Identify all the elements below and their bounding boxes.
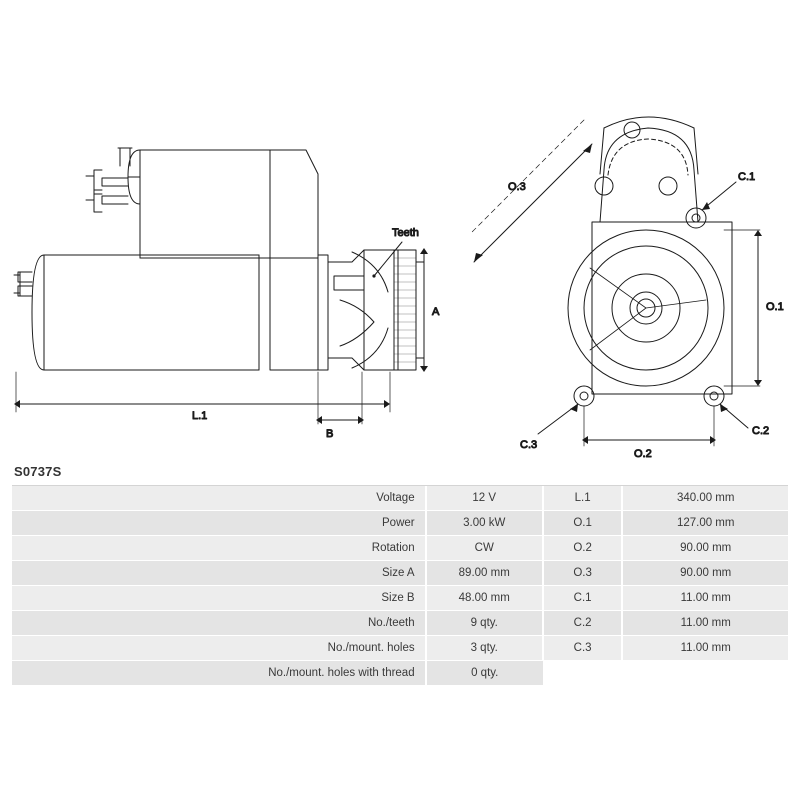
part-code: S0737S bbox=[14, 464, 62, 479]
dim-value: 127.00 mm bbox=[622, 511, 788, 536]
spec-label: No./mount. holes bbox=[12, 636, 426, 661]
table-row bbox=[12, 636, 788, 661]
callout-c2 bbox=[720, 404, 769, 437]
spec-value: CW bbox=[426, 536, 543, 561]
dim-label: C.3 bbox=[543, 636, 623, 661]
spec-label: No./mount. holes with thread bbox=[12, 661, 426, 686]
spec-table-body bbox=[12, 486, 788, 686]
dim-label: O.2 bbox=[543, 536, 623, 561]
table-row bbox=[12, 486, 788, 511]
dim-value: 90.00 mm bbox=[622, 536, 788, 561]
label-o2: O.2 bbox=[634, 448, 652, 460]
spec-label: Rotation bbox=[12, 536, 426, 561]
spec-value: 3 qty. bbox=[426, 636, 543, 661]
spec-label: Voltage bbox=[12, 486, 426, 511]
spec-value: 89.00 mm bbox=[426, 561, 543, 586]
dimension-o1 bbox=[724, 230, 784, 386]
dim-value: 11.00 mm bbox=[622, 586, 788, 611]
spec-value: 3.00 kW bbox=[426, 511, 543, 536]
callout-c3 bbox=[520, 404, 578, 451]
label-a: A bbox=[432, 306, 440, 318]
dim-label: C.2 bbox=[543, 611, 623, 636]
dim-value: 90.00 mm bbox=[622, 561, 788, 586]
teeth-callout bbox=[372, 227, 419, 278]
dimension-o3 bbox=[472, 120, 596, 290]
spec-value: 12 V bbox=[426, 486, 543, 511]
spec-label: Size A bbox=[12, 561, 426, 586]
spec-value: 0 qty. bbox=[426, 661, 543, 686]
empty-cell bbox=[622, 661, 788, 686]
label-b: B bbox=[326, 428, 334, 440]
label-teeth: Teeth bbox=[392, 227, 419, 239]
dimension-l1 bbox=[14, 372, 390, 422]
table-row bbox=[12, 511, 788, 536]
spec-value: 48.00 mm bbox=[426, 586, 543, 611]
dimension-o2 bbox=[582, 406, 716, 460]
label-o1: O.1 bbox=[766, 301, 784, 313]
dim-value: 340.00 mm bbox=[622, 486, 788, 511]
table-row bbox=[12, 561, 788, 586]
table-row bbox=[12, 661, 788, 686]
specifications-block bbox=[12, 462, 788, 686]
label-c3: C.3 bbox=[520, 439, 538, 451]
empty-cell bbox=[543, 661, 623, 686]
label-c2: C.2 bbox=[752, 425, 770, 437]
spec-label: Size B bbox=[12, 586, 426, 611]
starter-front-view bbox=[568, 117, 732, 406]
dimension-a bbox=[420, 248, 440, 372]
spec-label: No./teeth bbox=[12, 611, 426, 636]
dimension-b bbox=[316, 372, 364, 440]
label-o3: O.3 bbox=[508, 181, 526, 193]
table-row bbox=[12, 536, 788, 561]
spec-label: Power bbox=[12, 511, 426, 536]
mount-hole-c1 bbox=[686, 208, 706, 228]
mount-hole-c2 bbox=[704, 386, 724, 406]
dim-label: O.3 bbox=[543, 561, 623, 586]
dim-label: C.1 bbox=[543, 586, 623, 611]
dim-value: 11.00 mm bbox=[622, 636, 788, 661]
label-l1: L.1 bbox=[192, 410, 208, 422]
specifications-table bbox=[12, 486, 788, 686]
spec-value: 9 qty. bbox=[426, 611, 543, 636]
dim-value: 11.00 mm bbox=[622, 611, 788, 636]
table-row bbox=[12, 611, 788, 636]
dim-label: L.1 bbox=[543, 486, 623, 511]
callout-c1 bbox=[702, 171, 755, 210]
label-c1: C.1 bbox=[738, 171, 756, 183]
mount-hole-c3 bbox=[574, 386, 594, 406]
starter-side-view bbox=[14, 148, 424, 370]
dim-label: O.1 bbox=[543, 511, 623, 536]
table-row bbox=[12, 586, 788, 611]
